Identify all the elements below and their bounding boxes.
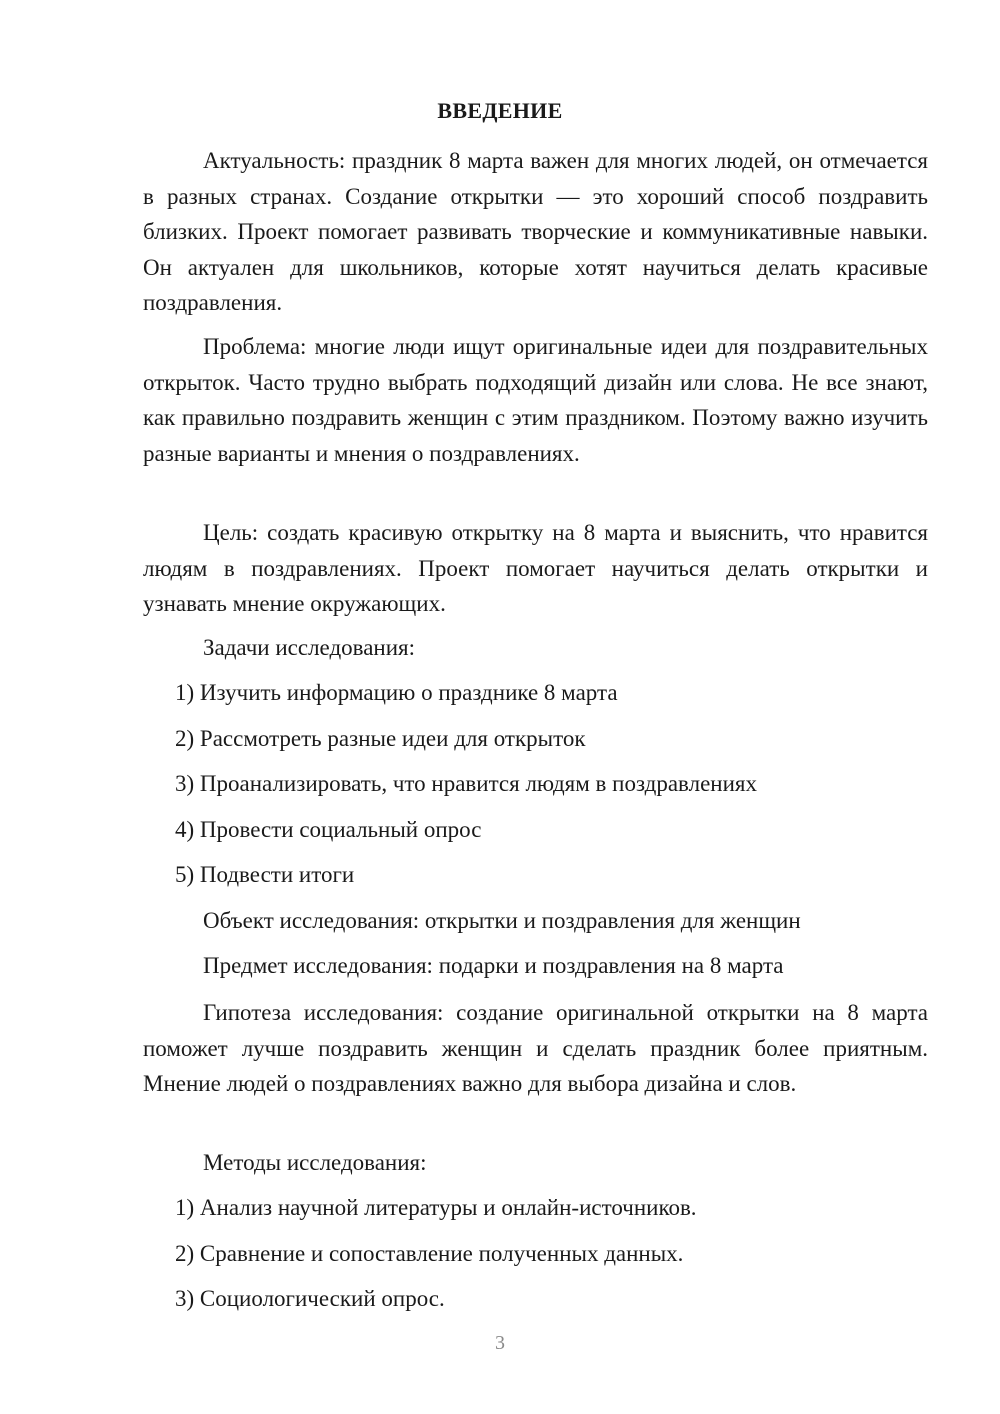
- research-object: Объект исследования: открытки и поздравления для женщин: [203, 908, 801, 933]
- task-item: 1) Изучить информацию о празднике 8 марта: [175, 680, 618, 705]
- page-number: 3: [495, 1332, 505, 1354]
- research-subject: Предмет исследования: подарки и поздравления на 8 марта: [203, 953, 784, 978]
- method-item: 3) Социологический опрос.: [175, 1286, 445, 1311]
- page-title: ВВЕДЕНИЕ: [437, 98, 563, 123]
- problem-paragraph: Проблема: многие люди ищут оригинальные идеи для поздравительных открыток. Часто трудно выбрать подходящий дизайн или слова. Не все знают, как правильно поздравить женщин с этим праздником. Поэтому важно изучить разные варианты и мнения о поздравлениях.: [143, 334, 928, 466]
- task-item: 5) Подвести итоги: [175, 862, 355, 887]
- methods-heading: Методы исследования:: [203, 1150, 427, 1175]
- task-item: 4) Провести социальный опрос: [175, 817, 482, 842]
- hypothesis-paragraph: Гипотеза исследования: создание оригинальной открытки на 8 марта поможет лучше поздравить женщин и сделать праздник более приятным. Мнение людей о поздравлениях важно для выбора дизайна и слов.: [143, 1000, 928, 1096]
- task-item: 2) Рассмотреть разные идеи для открыток: [175, 726, 586, 751]
- task-item: 3) Проанализировать, что нравится людям в поздравлениях: [175, 771, 757, 796]
- tasks-heading: Задачи исследования:: [203, 635, 416, 660]
- relevance-paragraph: Актуальность: праздник 8 марта важен для многих людей, он отмечается в разных странах. Создание открытки — это хороший способ поздравить близких. Проект помогает развивать творческие и коммуникативные навыки. Он актуален для школьников, которые хотят научиться делать красивые поздравления.: [143, 148, 928, 315]
- method-item: 1) Анализ научной литературы и онлайн-источников.: [175, 1195, 697, 1220]
- goal-paragraph: Цель: создать красивую открытку на 8 марта и выяснить, что нравится людям в поздравлениях. Проект помогает научиться делать открытки и узнавать мнение окружающих.: [143, 520, 928, 616]
- method-item: 2) Сравнение и сопоставление полученных данных.: [175, 1241, 684, 1266]
